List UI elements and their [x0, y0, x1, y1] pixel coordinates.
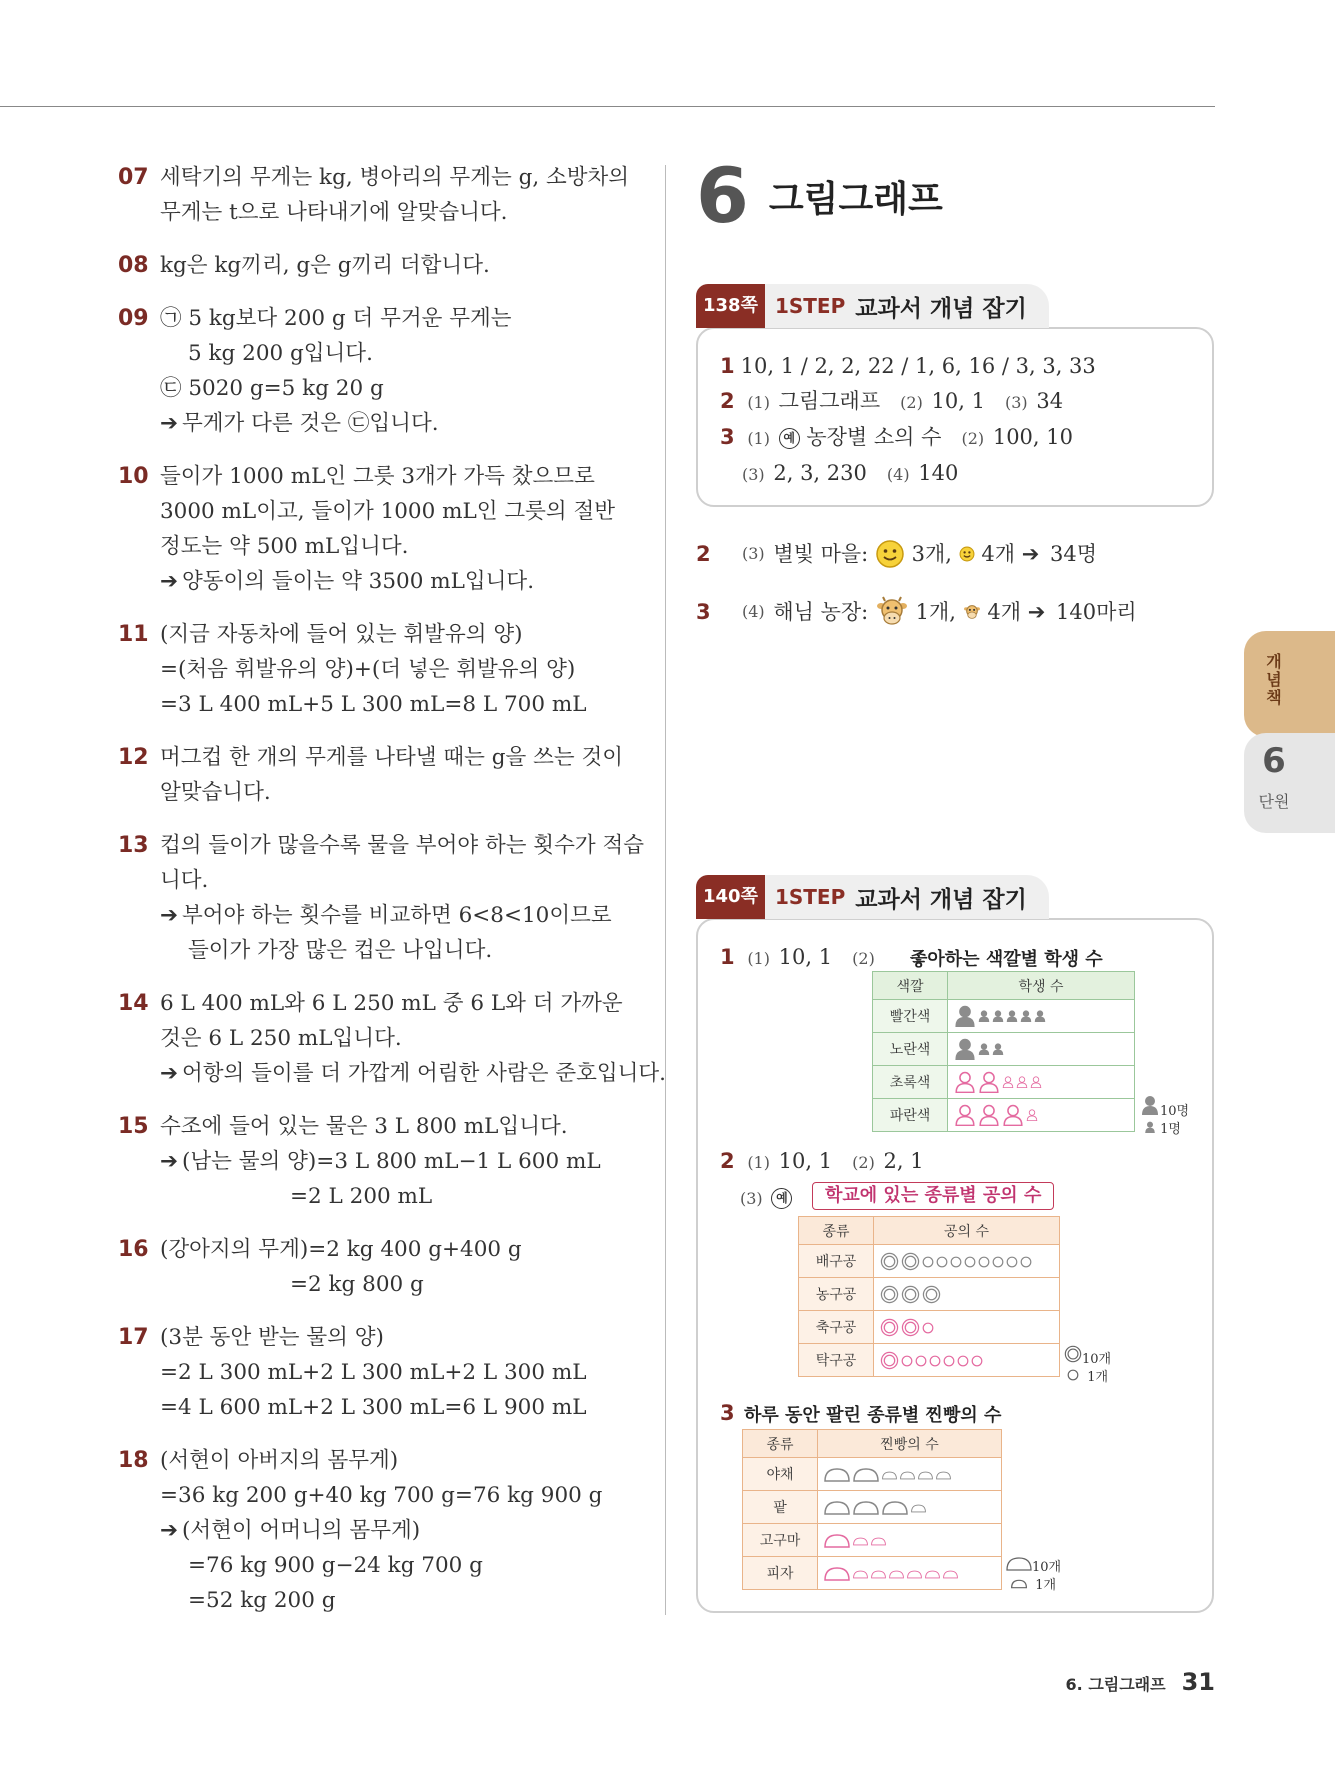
ball-small-icon — [922, 1322, 934, 1334]
step-label: 1STEP — [774, 294, 846, 318]
ball-small-icon — [915, 1355, 927, 1367]
solution-line: =76 kg 900 g−24 kg 700 g — [188, 1553, 483, 1578]
table-header: 공의 수 — [874, 1217, 1060, 1245]
graph-title: 학교에 있는 종류별 공의 수 — [812, 1182, 1054, 1210]
graph-title: 좋아하는 색깔별 학생 수 — [910, 949, 1103, 970]
person-big-icon — [978, 1104, 1000, 1126]
sub-label: (2) — [961, 429, 985, 448]
problem-number: 12 — [118, 745, 149, 770]
bun-big-icon — [824, 1468, 850, 1482]
row-icons — [818, 1491, 1002, 1524]
bun-small-icon — [943, 1570, 958, 1579]
solution-line: 컵의 들이가 많을수록 물을 부어야 하는 횟수가 적습 — [160, 833, 644, 858]
solution-line: 6 L 400 mL와 6 L 250 mL 중 6 L와 더 가까운 — [160, 991, 623, 1016]
table-header: 종류 — [799, 1217, 874, 1245]
solution-line: 세탁기의 무게는 kg, 병아리의 무게는 g, 소방차의 — [160, 165, 630, 190]
person-small-icon — [1020, 1010, 1032, 1022]
row-icons — [874, 1344, 1060, 1377]
row-icons — [818, 1557, 1002, 1590]
problem-16 — [118, 1232, 643, 1302]
sub-label: (3) — [742, 544, 765, 563]
solution-line: (서현이 아버지의 몸무게) — [160, 1448, 399, 1473]
column-divider — [665, 165, 666, 1615]
step-tab-138 — [696, 284, 1049, 328]
solution-line: 무게는 t으로 나타내기에 알맞습니다. — [160, 200, 508, 225]
person-big-icon — [1002, 1104, 1024, 1126]
ball-small-icon — [978, 1256, 990, 1268]
solution-line: 들이가 1000 mL인 그릇 3개가 가득 찼으므로 — [160, 464, 595, 489]
top-rule — [0, 106, 1215, 107]
bun-big-icon — [824, 1501, 850, 1515]
answer-number: 2 — [696, 542, 711, 566]
smiley-small-icon — [959, 546, 975, 562]
legend-label: 1개 — [1035, 1578, 1057, 1593]
cow-small-icon — [963, 603, 981, 621]
side-tab-unit[interactable] — [1244, 733, 1335, 833]
bun-small-icon — [853, 1570, 868, 1579]
table-row — [799, 1245, 1060, 1278]
problem-number: 16 — [118, 1237, 149, 1262]
page-badge: 138쪽 — [696, 284, 765, 328]
unit-label: 단원 — [1258, 792, 1290, 811]
solution-line: 무게가 다른 것은 ㉢입니다. — [182, 411, 439, 436]
person-small-icon — [1144, 1121, 1156, 1133]
example-mark: 예 — [779, 428, 800, 449]
problem-number: 18 — [118, 1448, 149, 1473]
problem-09 — [118, 301, 643, 441]
solution-line: (강아지의 무게)=2 kg 400 g+400 g — [160, 1237, 522, 1262]
legend-balls — [1064, 1345, 1111, 1387]
row-label: 노란색 — [873, 1033, 948, 1066]
solution-line: 부어야 하는 횟수를 비교하면 6<8<10이므로 — [182, 903, 612, 928]
ball-big-icon — [880, 1351, 899, 1370]
person-big-icon — [954, 1071, 976, 1093]
legend-label: 10개 — [1082, 1352, 1112, 1367]
problem-10 — [118, 459, 643, 599]
answer-box-138 — [696, 327, 1214, 507]
arrow-icon: ➔ — [160, 569, 179, 594]
chapter-number: 6 — [696, 151, 749, 240]
answer-text: 140마리 — [1055, 600, 1137, 624]
bun-small-icon — [889, 1570, 904, 1579]
person-big-icon — [954, 1005, 976, 1027]
problem-number: 09 — [118, 306, 149, 331]
extra-answer-2 — [696, 536, 1097, 572]
problem-number: 10 — [118, 464, 149, 489]
row-icons — [874, 1245, 1060, 1278]
solution-line: 수조에 들어 있는 물은 3 L 800 mL입니다. — [160, 1114, 568, 1139]
side-tab-label — [1244, 653, 1304, 707]
answer-text: 1개, — [915, 600, 956, 624]
step-title: 교과서 개념 잡기 — [855, 886, 1027, 913]
sub-label: (1) — [747, 393, 770, 412]
row-icons — [948, 1000, 1135, 1033]
bun-small-icon — [936, 1471, 951, 1480]
sub-label: (2) — [852, 949, 875, 968]
sub-label: (2) — [900, 393, 923, 412]
row-icons — [948, 1033, 1135, 1066]
solution-line: =52 kg 200 g — [188, 1588, 336, 1613]
arrow-icon: ➔ — [160, 411, 179, 436]
table-header: 종류 — [743, 1430, 818, 1458]
picture-graph-buns — [742, 1429, 1002, 1590]
legend-colors — [1140, 1095, 1189, 1139]
solution-line: =2 L 300 mL+2 L 300 mL+2 L 300 mL — [160, 1360, 587, 1385]
answer-text: 10, 1 — [931, 389, 985, 413]
solution-line: =2 L 200 mL — [290, 1184, 433, 1209]
bun-small-icon — [918, 1471, 933, 1480]
ball-small-icon — [950, 1256, 962, 1268]
person-small-icon — [1034, 1010, 1046, 1022]
problem-number: 07 — [118, 165, 149, 190]
bun-small-icon — [907, 1570, 922, 1579]
legend-label: 10개 — [1032, 1560, 1062, 1575]
problem-12 — [118, 740, 643, 810]
bun-small-icon — [882, 1471, 897, 1480]
row-icons — [818, 1458, 1002, 1491]
sub-label: (4) — [886, 465, 910, 484]
problem-13 — [118, 828, 643, 968]
row-icons — [948, 1099, 1135, 1132]
table-row — [743, 1491, 1002, 1524]
problem-number: 08 — [118, 253, 149, 278]
answer-text: 10, 1 / 2, 2, 22 / 1, 6, 16 / 3, 3, 33 — [740, 354, 1096, 378]
solution-line: (남는 물의 양)=3 L 800 mL−1 L 600 mL — [182, 1149, 601, 1174]
answer-text: 별빛 마을: — [773, 542, 869, 566]
problem-11 — [118, 617, 643, 722]
problem-number: 14 — [118, 991, 149, 1016]
sub-label: (3) — [740, 1189, 763, 1208]
arrow-icon: ➔ — [1021, 542, 1040, 566]
row-label: 빨간색 — [873, 1000, 948, 1033]
solution-line: ㉠ 5 kg보다 200 g 더 무거운 무게는 — [160, 306, 512, 331]
ball-small-icon — [943, 1355, 955, 1367]
ball-small-icon — [957, 1355, 969, 1367]
ball-small-icon — [929, 1355, 941, 1367]
table-row — [743, 1557, 1002, 1590]
ball-big-icon — [901, 1318, 920, 1337]
arrow-icon: ➔ — [160, 1149, 179, 1174]
page-badge: 140쪽 — [696, 875, 765, 919]
bun-small-icon — [871, 1537, 886, 1546]
solution-line: 정도는 약 500 mL입니다. — [160, 534, 409, 559]
table-row — [873, 1000, 1135, 1033]
bun-small-icon — [871, 1570, 886, 1579]
bun-small-icon — [925, 1570, 940, 1579]
step-tab-140 — [696, 875, 1049, 919]
table-header: 찐빵의 수 — [818, 1430, 1002, 1458]
problem-07 — [118, 160, 643, 230]
answer-number: 1 — [720, 354, 735, 378]
ball-small-icon — [964, 1256, 976, 1268]
table-row — [799, 1278, 1060, 1311]
bun-big-icon — [882, 1501, 908, 1515]
problem-15 — [118, 1109, 643, 1214]
bun-big-icon — [824, 1567, 850, 1581]
legend-label: 1개 — [1087, 1370, 1109, 1385]
answer-number: 3 — [720, 425, 735, 449]
answer-number: 3 — [696, 600, 711, 624]
row-label: 농구공 — [799, 1278, 874, 1311]
person-small-icon — [992, 1010, 1004, 1022]
row-label: 팥 — [743, 1491, 818, 1524]
ball-big-icon — [901, 1285, 920, 1304]
arrow-icon: ➔ — [1027, 600, 1046, 624]
ball-small-icon — [901, 1355, 913, 1367]
answer-text: 10, 1 — [778, 945, 833, 969]
row-label: 배구공 — [799, 1245, 874, 1278]
legend-label: 10명 — [1160, 1104, 1190, 1119]
problem-08 — [118, 248, 643, 283]
answer-text: 34 — [1036, 389, 1064, 413]
person-small-icon — [978, 1043, 990, 1055]
solution-line: 것은 6 L 250 mL입니다. — [160, 1026, 402, 1051]
solution-line: =4 L 600 mL+2 L 300 mL=6 L 900 mL — [160, 1395, 587, 1420]
answer-text: 농장별 소의 수 — [806, 425, 942, 449]
bun-big-icon — [853, 1501, 879, 1515]
graph-title: 하루 동안 팔린 종류별 찐빵의 수 — [744, 1405, 1002, 1426]
page-footer — [1066, 1668, 1215, 1696]
solution-line: 알맞습니다. — [160, 780, 271, 805]
table-row — [799, 1344, 1060, 1377]
answer-box-140 — [696, 918, 1214, 1613]
example-mark: 예 — [771, 1188, 792, 1209]
solution-line: ㉢ 5020 g=5 kg 20 g — [160, 376, 384, 401]
solution-line: (지금 자동차에 들어 있는 휘발유의 양) — [160, 622, 523, 647]
side-tab-text: 개념책 — [1266, 652, 1282, 707]
extra-answer-3 — [696, 594, 1137, 630]
answer-text: 140 — [918, 461, 959, 485]
answer-text: 2, 1 — [883, 1149, 924, 1173]
row-label: 축구공 — [799, 1311, 874, 1344]
answer-text: 해님 농장: — [773, 600, 869, 624]
person-small-icon — [1026, 1109, 1038, 1121]
row-icons — [874, 1278, 1060, 1311]
ball-small-icon — [1020, 1256, 1032, 1268]
solution-line: =36 kg 200 g+40 kg 700 g=76 kg 900 g — [160, 1483, 603, 1508]
ball-big-icon — [880, 1318, 899, 1337]
unit-number: 6 — [1262, 741, 1286, 781]
solution-line: 양동이의 들이는 약 3500 mL입니다. — [182, 569, 535, 594]
ball-big-icon — [880, 1285, 899, 1304]
table-header: 학생 수 — [948, 972, 1135, 1000]
answer-number: 3 — [720, 1401, 735, 1425]
arrow-icon: ➔ — [160, 1061, 179, 1086]
legend-label: 1명 — [1160, 1122, 1181, 1137]
ball-small-icon — [971, 1355, 983, 1367]
sub-label: (3) — [1004, 393, 1028, 412]
left-solutions — [118, 160, 667, 1636]
answer-number: 2 — [720, 1149, 735, 1173]
problem-14 — [118, 986, 667, 1091]
ball-big-icon — [922, 1285, 941, 1304]
person-small-icon — [1006, 1010, 1018, 1022]
step-label: 1STEP — [774, 885, 846, 909]
sub-label: (3) — [742, 465, 765, 484]
answer-text: 4개 — [987, 600, 1021, 624]
person-small-icon — [1016, 1076, 1028, 1088]
person-big-icon — [954, 1038, 976, 1060]
problem-number: 11 — [118, 622, 149, 647]
table-header: 색깔 — [873, 972, 948, 1000]
answer-text: 4개 — [981, 542, 1015, 566]
table-row — [873, 1099, 1135, 1132]
table-row — [873, 1033, 1135, 1066]
bun-small-icon — [1011, 1579, 1027, 1589]
ball-small-icon — [992, 1256, 1004, 1268]
person-small-icon — [978, 1010, 990, 1022]
problem-number: 15 — [118, 1114, 149, 1139]
bun-big-icon — [853, 1468, 879, 1482]
sub-label: (2) — [852, 1153, 875, 1172]
sub-label: (1) — [747, 429, 770, 448]
solution-line: =3 L 400 mL+5 L 300 mL=8 L 700 mL — [160, 692, 587, 717]
row-label: 야채 — [743, 1458, 818, 1491]
chapter-title: 그림그래프 — [768, 178, 943, 220]
row-label: 피자 — [743, 1557, 818, 1590]
answer-text: 3개, — [911, 542, 952, 566]
picture-graph-colors — [872, 971, 1135, 1132]
answer-number: 1 — [720, 945, 735, 969]
smiley-big-icon — [875, 539, 905, 569]
bun-small-icon — [853, 1537, 868, 1546]
solution-line: =(처음 휘발유의 양)+(더 넣은 휘발유의 양) — [160, 657, 576, 682]
bun-big-icon — [824, 1534, 850, 1548]
person-big-icon — [1140, 1095, 1160, 1115]
footer-title: 6. 그림그래프 — [1065, 1675, 1166, 1694]
row-label: 탁구공 — [799, 1344, 874, 1377]
problem-number: 17 — [118, 1325, 149, 1350]
sub-label: (1) — [747, 949, 770, 968]
ball-big-icon — [1064, 1345, 1082, 1363]
person-big-icon — [978, 1071, 1000, 1093]
bun-small-icon — [911, 1504, 926, 1513]
row-icons — [948, 1066, 1135, 1099]
table-row — [873, 1066, 1135, 1099]
problem-18 — [118, 1443, 643, 1618]
ball-small-icon — [936, 1256, 948, 1268]
ball-big-icon — [880, 1252, 899, 1271]
ball-big-icon — [901, 1252, 920, 1271]
answer-text: 34명 — [1049, 542, 1097, 566]
table-row — [743, 1458, 1002, 1491]
table-row — [743, 1524, 1002, 1557]
answer-text: 10, 1 — [778, 1149, 833, 1173]
person-big-icon — [954, 1104, 976, 1126]
solution-line: (서현이 어머니의 몸무게) — [182, 1518, 421, 1543]
solution-line: 머그컵 한 개의 무게를 나타낼 때는 g을 쓰는 것이 — [160, 745, 624, 770]
arrow-icon: ➔ — [160, 903, 179, 928]
side-tab-concept-book[interactable] — [1244, 631, 1335, 737]
table-row — [799, 1311, 1060, 1344]
answer-number: 2 — [720, 389, 735, 413]
answer-text: 100, 10 — [992, 425, 1073, 449]
row-label: 고구마 — [743, 1524, 818, 1557]
page-number: 31 — [1181, 1668, 1215, 1696]
solution-line: 5 kg 200 g입니다. — [188, 341, 373, 366]
bun-big-icon — [1006, 1557, 1032, 1571]
solution-line: =2 kg 800 g — [290, 1272, 424, 1297]
arrow-icon: ➔ — [160, 1518, 179, 1543]
solution-line: 3000 mL이고, 들이가 1000 mL인 그릇의 절반 — [160, 499, 616, 524]
row-icons — [874, 1311, 1060, 1344]
legend-buns — [1006, 1557, 1061, 1595]
ball-small-icon — [1067, 1369, 1079, 1381]
ball-small-icon — [1006, 1256, 1018, 1268]
problem-17 — [118, 1320, 643, 1425]
person-small-icon — [992, 1043, 1004, 1055]
cow-big-icon — [875, 595, 909, 629]
bun-small-icon — [900, 1471, 915, 1480]
solution-line: 들이가 가장 많은 컵은 나입니다. — [188, 938, 493, 963]
problem-number: 13 — [118, 833, 149, 858]
step-title: 교과서 개념 잡기 — [855, 295, 1027, 322]
person-small-icon — [1030, 1076, 1042, 1088]
solution-line: 어항의 들이를 더 가깝게 어림한 사람은 준호입니다. — [182, 1061, 667, 1086]
solution-line: kg은 kg끼리, g은 g끼리 더합니다. — [160, 253, 490, 278]
chapter-heading — [696, 151, 943, 240]
person-small-icon — [1002, 1076, 1014, 1088]
sub-label: (4) — [742, 602, 765, 621]
answer-text: 2, 3, 230 — [773, 461, 867, 485]
row-label: 파란색 — [873, 1099, 948, 1132]
picture-graph-balls — [798, 1216, 1060, 1377]
solution-line: (3분 동안 받는 물의 양) — [160, 1325, 384, 1350]
row-label: 초록색 — [873, 1066, 948, 1099]
solution-line: 니다. — [160, 868, 209, 893]
answer-text: 그림그래프 — [778, 389, 881, 413]
ball-small-icon — [922, 1256, 934, 1268]
sub-label: (1) — [747, 1153, 770, 1172]
row-icons — [818, 1524, 1002, 1557]
